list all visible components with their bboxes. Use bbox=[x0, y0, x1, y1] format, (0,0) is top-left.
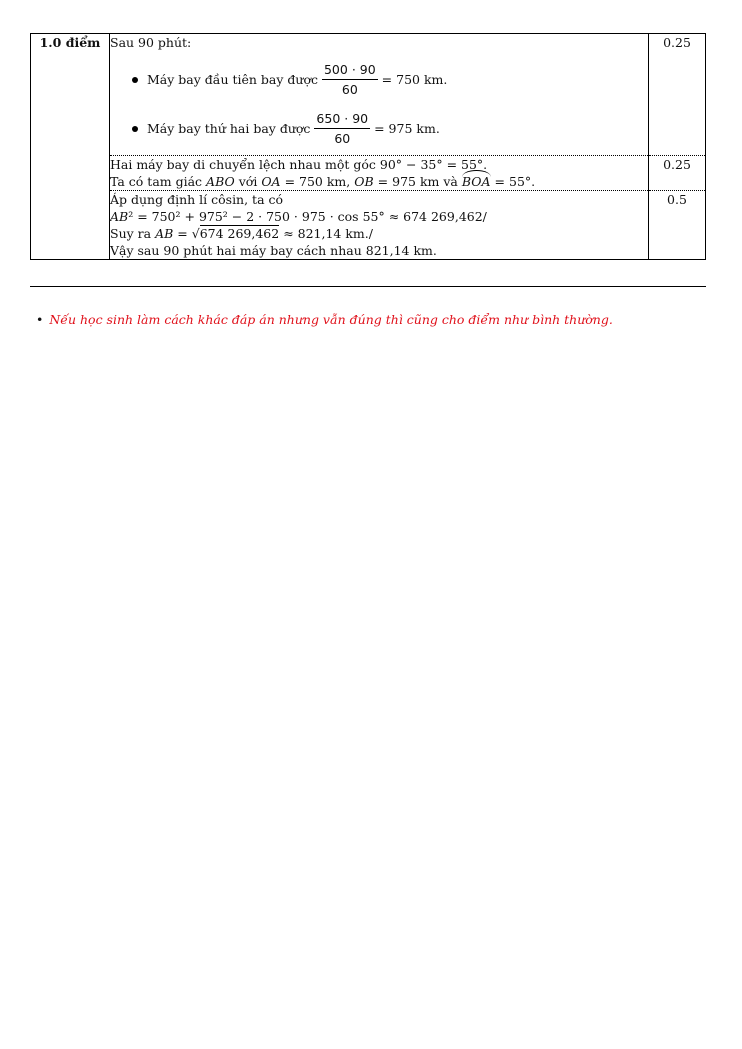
sqrt-line bbox=[110, 225, 648, 242]
math-var: AB bbox=[155, 226, 174, 241]
bullet-icon bbox=[132, 126, 138, 132]
fraction-numerator: 500 · 90 bbox=[322, 61, 378, 80]
list-item bbox=[110, 110, 648, 147]
text: Suy ra bbox=[110, 226, 152, 241]
section-flight-distances bbox=[110, 34, 649, 156]
list-item bbox=[110, 61, 648, 98]
math-var: OB bbox=[354, 174, 374, 189]
cosine-equation bbox=[110, 208, 648, 225]
grading-table bbox=[30, 33, 706, 260]
text: = 750 km, bbox=[284, 174, 351, 189]
table-bottom-rule bbox=[30, 286, 706, 287]
angle-symbol: BOA bbox=[461, 174, 491, 189]
conclusion-line: Vậy sau 90 phút hai máy bay cách nhau 821,14 km. bbox=[110, 243, 437, 258]
fraction bbox=[322, 61, 378, 98]
answer-sheet bbox=[30, 33, 706, 260]
cosine-intro: Áp dụng định lí côsin, ta có bbox=[110, 192, 284, 207]
fraction-denominator: 60 bbox=[334, 131, 351, 146]
triangle-line bbox=[110, 173, 648, 190]
table-row bbox=[31, 34, 706, 156]
sqrt-symbol: = √ bbox=[177, 226, 200, 241]
bullet-icon: • bbox=[36, 312, 44, 327]
math-var: ABO bbox=[206, 174, 235, 189]
math-var: AB bbox=[110, 209, 129, 224]
text: với bbox=[238, 174, 258, 189]
text: = 55°. bbox=[494, 174, 536, 189]
angle-line: Hai máy bay di chuyển lệch nhau một góc 90° − 35° = 55°. bbox=[110, 157, 488, 172]
radicand: 674 269,462 bbox=[199, 226, 280, 241]
text: Ta có tam giác bbox=[110, 174, 203, 189]
bullet-text: Máy bay đầu tiên bay được bbox=[147, 72, 318, 87]
score-cell: 0.25 bbox=[649, 156, 706, 191]
score-cell: 0.25 bbox=[649, 34, 706, 156]
bullet-result: = 975 km. bbox=[374, 121, 440, 136]
grading-note bbox=[36, 312, 613, 327]
table-row bbox=[31, 191, 706, 260]
bullet-result: = 750 km. bbox=[381, 72, 448, 87]
bullet-icon bbox=[132, 77, 138, 83]
math-var: OA bbox=[261, 174, 281, 189]
text: ² = 750² + 975² − 2 · 750 · 975 · cos 55° ≈ 674 269,462/ bbox=[128, 209, 487, 224]
bullet-list bbox=[110, 61, 648, 147]
section-angle bbox=[110, 156, 649, 191]
fraction bbox=[314, 110, 370, 147]
bullet-text: Máy bay thứ hai bay được bbox=[147, 121, 311, 136]
fraction-numerator: 650 · 90 bbox=[314, 110, 370, 129]
text: ≈ 821,14 km./ bbox=[283, 226, 373, 241]
score-cell: 0.5 bbox=[649, 191, 706, 260]
note-text: Nếu học sinh làm cách khác đáp án nhưng vẫn đúng thì cũng cho điểm như bình thường. bbox=[49, 312, 613, 327]
point-label: 1.0 điểm bbox=[31, 34, 110, 260]
text: = 975 km và bbox=[377, 174, 458, 189]
section-cosine-law bbox=[110, 191, 649, 260]
section-intro: Sau 90 phút: bbox=[110, 35, 192, 50]
fraction-denominator: 60 bbox=[341, 82, 358, 97]
table-row bbox=[31, 156, 706, 191]
